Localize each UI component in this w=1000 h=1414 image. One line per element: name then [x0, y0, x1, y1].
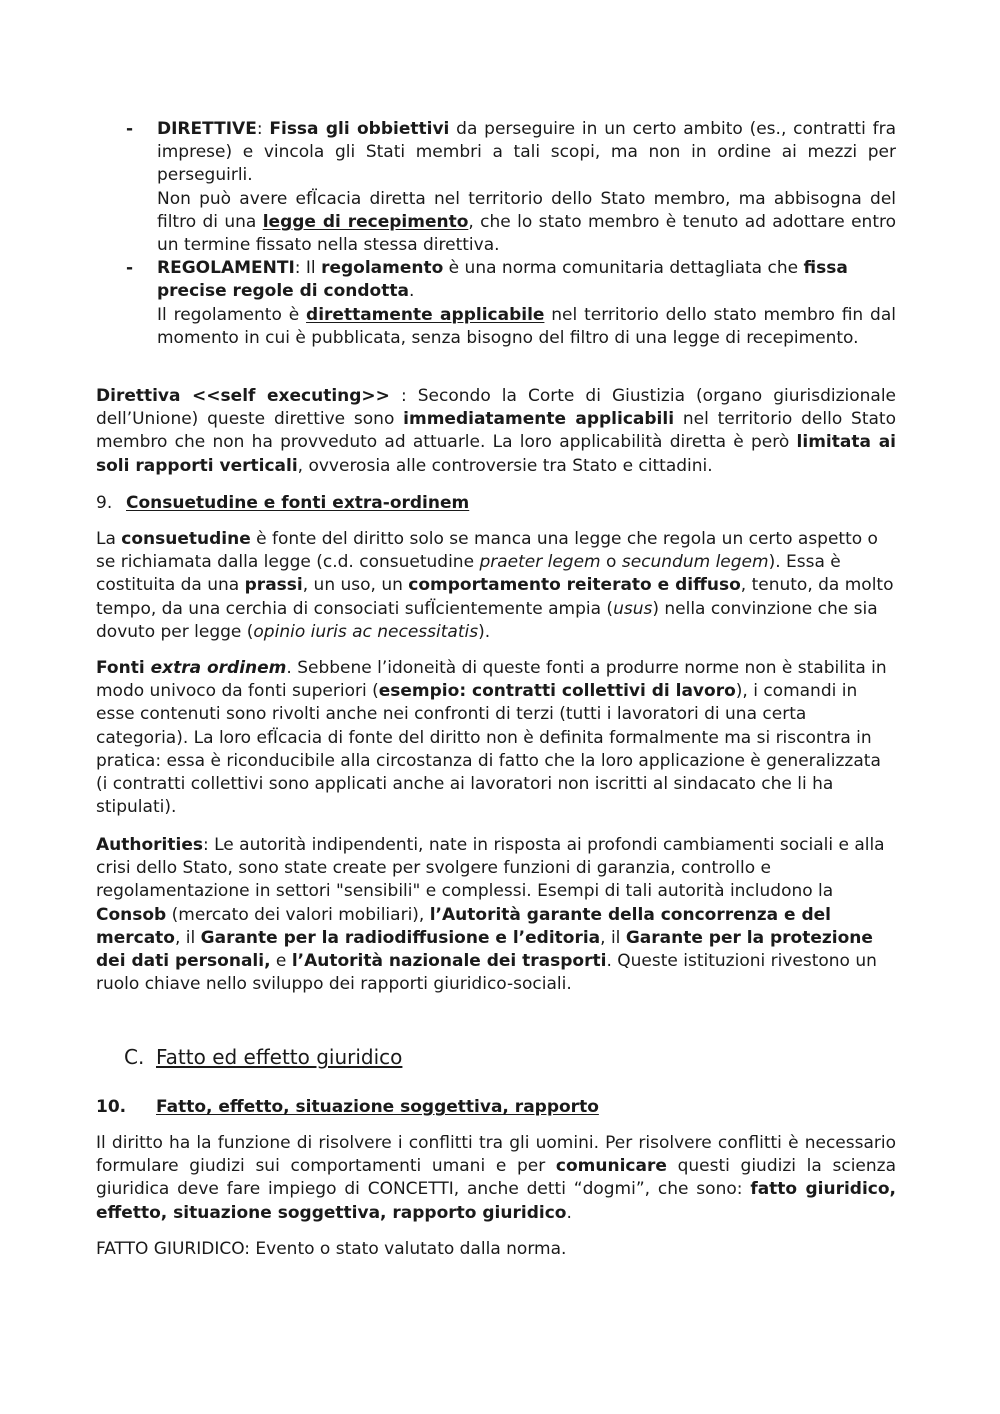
- bullet-direttive-line1: DIRETTIVE: Fissa gli obbiettivi da perseguire in un certo ambito (es., contratti fra imprese) e vincola gli Stati membri a tali scopi, ma non in ordine ai mezzi per perseguirli.: [157, 119, 897, 186]
- section-number: 9.: [96, 493, 113, 513]
- section-title: Consuetudine e fonti extra-ordinem: [126, 493, 470, 513]
- section-heading-c: [124, 1044, 402, 1070]
- section-letter: C.: [124, 1045, 145, 1069]
- paragraph-authorities: Authorities: Le autorità indipendenti, nate in risposta ai profondi cambiamenti sociali e alla crisi dello Stato, sono state create per svolgere funzioni di garanzia, controllo e regolamentazione in settori "sensibili" e complessi. Esempi di tali autorità includono la Consob (mercato dei valori mobiliari), l’Autorità garante della concorrenza e del mercato, il Garante per la radiodiffusione e l’editoria, il Garante per la protezione dei dati personali, e l’Autorità nazionale dei trasporti. Queste istituzioni rivestono un ruolo chiave nello sviluppo dei rapporti giuridico-sociali.: [96, 835, 885, 995]
- paragraph-fonti-extra-ordinem: Fonti extra ordinem. Sebbene l’idoneità di queste fonti a produrre norme non è stabilita in modo univoco da fonti superiori (esempio: contratti collettivi di lavoro), i comandi in esse contenuti sono rivolti anche nei confronti di terzi (tutti i lavoratori di una certa categoria). La loro efÏcacia di fonte del diritto non è definita formalmente ma si riscontra in pratica: essa è riconducibile alla circostanza di fatto che la loro applicazione è generalizzata (i contratti collettivi sono applicati anche ai lavoratori non iscritti al sindacato che li ha stipulati).: [96, 658, 887, 818]
- term-regolamenti: REGOLAMENTI: [157, 258, 295, 279]
- bullet-dash: -: [126, 258, 134, 279]
- paragraph-direttiva-self-executing: Direttiva <<self executing>> : Secondo la Corte di Giustizia (organo giurisdizionale dell’Unione) queste direttive sono immediatamente applicabili nel territorio dello Stato membro che non ha provveduto ad attuarle. La loro applicabilità diretta è però limitata ai soli rapporti verticali, ovverosia alle controversie tra Stato e cittadini.: [96, 386, 897, 476]
- bullet-direttive: [96, 118, 896, 257]
- bullet-regolamenti-line2: Il regolamento è direttamente applicabile nel territorio dello stato membro fin dal momento in cui è pubblicata, senza bisogno del filtro di una legge di recepimento.: [157, 304, 896, 348]
- paragraph-fatto-giuridico: FATTO GIURIDICO: Evento o stato valutato dalla norma.: [96, 1239, 567, 1259]
- bullet-dash: -: [126, 119, 134, 139]
- term-direttive: DIRETTIVE: [157, 119, 257, 139]
- section-title: Fatto ed effetto giuridico: [156, 1045, 403, 1069]
- bullet-regolamenti: [96, 257, 896, 350]
- section-heading-10: [96, 1096, 599, 1119]
- section-number: 10.: [96, 1097, 127, 1117]
- paragraph-diritto: Il diritto ha la funzione di risolvere i conflitti tra gli uomini. Per risolvere conflitti è necessario formulare giudizi sui comportamenti umani e per comunicare questi giudizi la scienza giuridica deve fare impiego di CONCETTI, anche detti “dogmi”, che sono: fatto giuridico, effetto, situazione soggettiva, rapporto giuridico.: [96, 1133, 896, 1223]
- bullet-regolamenti-line1: REGOLAMENTI: Il regolamento è una norma comunitaria dettagliata che fissa precise regole di condotta.: [157, 258, 848, 302]
- section-heading-9: [96, 492, 469, 515]
- bullet-direttive-line2: Non può avere efÏcacia diretta nel territorio dello Stato membro, ma abbisogna del filtro di una legge di recepimento, che lo stato membro è tenuto ad adottare entro un termine fissato nella stessa direttiva.: [157, 188, 896, 256]
- section-title: Fatto, effetto, situazione soggettiva, rapporto: [156, 1097, 599, 1117]
- bullet-list: [96, 118, 896, 350]
- paragraph-consuetudine: La consuetudine è fonte del diritto solo se manca una legge che regola un certo aspetto o se richiamata dalla legge (c.d. consuetudine praeter legem o secundum legem). Essa è costituita da una prassi, un uso, un comportamento reiterato e diffuso, tenuto, da molto tempo, da una cerchia di consociati sufÏcientemente ampia (usus) nella convinzione che sia dovuto per legge (opinio iuris ac necessitatis).: [96, 529, 894, 642]
